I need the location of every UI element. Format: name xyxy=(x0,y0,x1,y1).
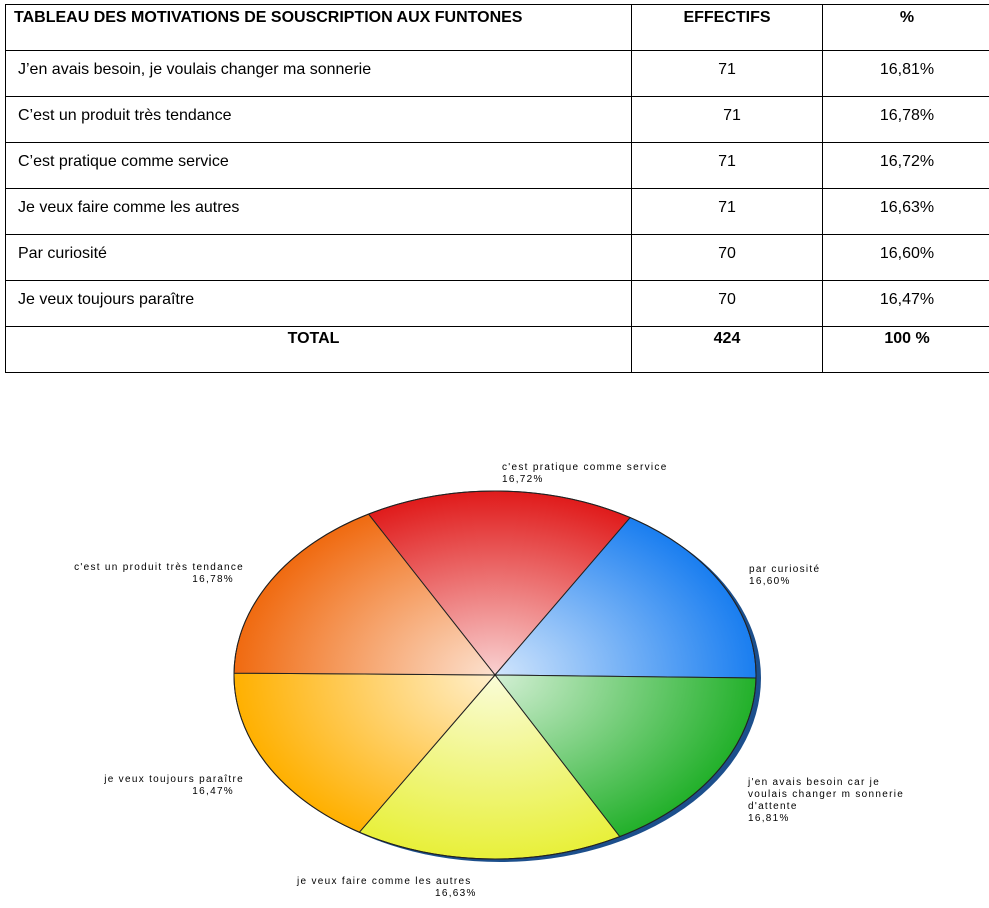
pie-slice-label: j'en avais besoin car je voulais changer m sonnerie d'attente 16,81% xyxy=(748,777,905,824)
table-header-effectifs: EFFECTIFS xyxy=(632,5,823,51)
row-effectif: 70 xyxy=(632,235,823,281)
row-percent: 16,78% xyxy=(823,97,989,143)
row-effectif: 70 xyxy=(632,281,823,327)
total-effectif: 424 xyxy=(632,327,823,373)
row-label: Je veux toujours paraître xyxy=(6,281,632,327)
table-header-motivation: TABLEAU DES MOTIVATIONS DE SOUSCRIPTION AUX FUNTONES xyxy=(6,5,632,51)
pie-slice-label: c'est pratique comme service 16,72% xyxy=(502,462,668,485)
row-label: J’en avais besoin, je voulais changer ma sonnerie xyxy=(6,51,632,97)
row-percent: 16,60% xyxy=(823,235,989,281)
row-percent: 16,63% xyxy=(823,189,989,235)
row-label: Je veux faire comme les autres xyxy=(6,189,632,235)
row-effectif: 71 xyxy=(632,143,823,189)
row-effectif: 71 xyxy=(632,51,823,97)
pie-slice-label: c'est un produit très tendance 16,78% xyxy=(74,562,244,585)
pie-slice-label: par curiosité 16,60% xyxy=(749,564,821,587)
row-label: C’est un produit très tendance xyxy=(6,97,632,143)
row-effectif: 71 xyxy=(632,97,823,143)
row-percent: 16,72% xyxy=(823,143,989,189)
pie-slice-label: je veux faire comme les autres 16,63% xyxy=(297,876,477,899)
row-label: C’est pratique comme service xyxy=(6,143,632,189)
total-percent: 100 % xyxy=(823,327,989,373)
table-header-percent: % xyxy=(823,5,989,51)
pie-slice-label: je veux toujours paraître 16,47% xyxy=(104,774,244,797)
row-percent: 16,47% xyxy=(823,281,989,327)
total-label: TOTAL xyxy=(6,327,632,373)
row-effectif: 71 xyxy=(632,189,823,235)
row-percent: 16,81% xyxy=(823,51,989,97)
row-label: Par curiosité xyxy=(6,235,632,281)
